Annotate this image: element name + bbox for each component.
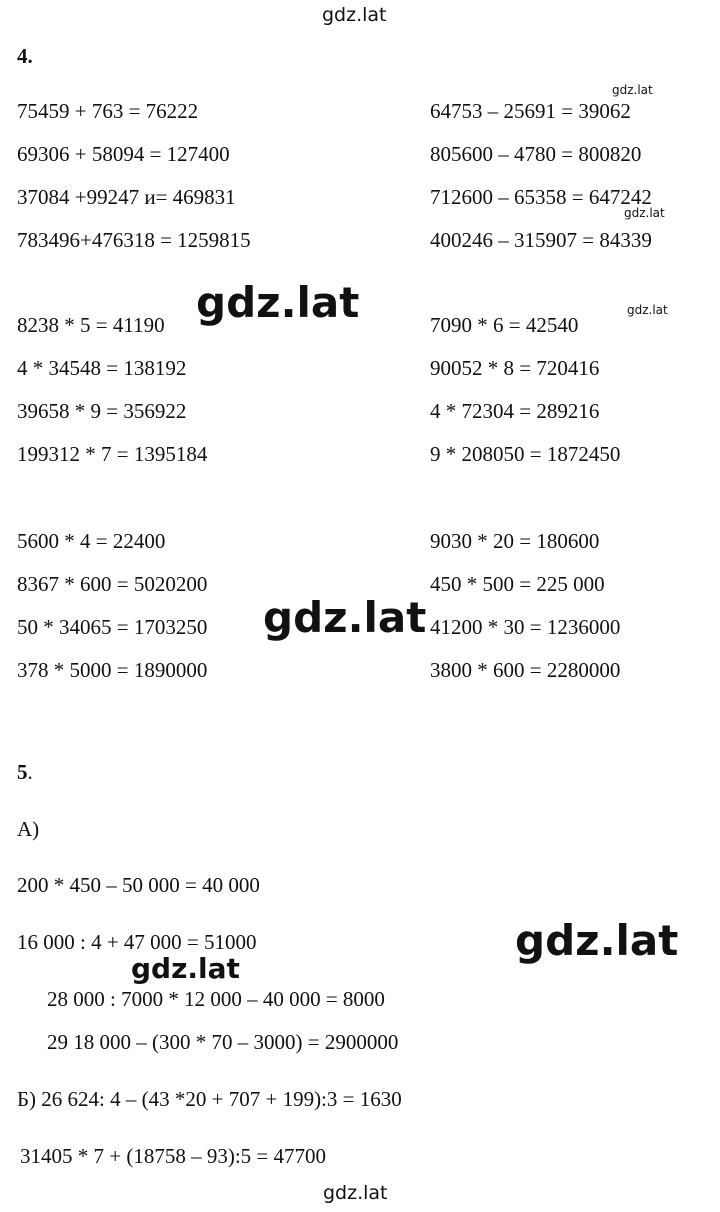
watermark-top: gdz.lat — [322, 4, 387, 26]
task-5-dot: . — [27, 760, 33, 784]
equation-line: 3800 * 600 = 2280000 — [430, 658, 621, 682]
equation-line: 400246 – 315907 = 84339 — [430, 228, 652, 252]
task-4-heading: 4. — [17, 44, 33, 68]
watermark-medium: gdz.lat — [131, 952, 240, 985]
watermark-small: gdz.lat — [624, 206, 665, 220]
equation-line: 9 * 208050 = 1872450 — [430, 442, 621, 466]
equation-line: 90052 * 8 = 720416 — [430, 356, 600, 380]
equation-line: Б) 26 624: 4 – (43 *20 + 707 + 199):3 = 1630 — [17, 1087, 402, 1111]
equation-line: 39658 * 9 = 356922 — [17, 399, 187, 423]
equation-line: 8367 * 600 = 5020200 — [17, 572, 208, 596]
equation-line: 29 18 000 – (300 * 70 – 3000) = 2900000 — [47, 1030, 399, 1054]
equation-line: 64753 – 25691 = 39062 — [430, 99, 631, 123]
equation-line: 783496+476318 = 1259815 — [17, 228, 251, 252]
equation-line: 69306 + 58094 = 127400 — [17, 142, 230, 166]
task-5-number: 5 — [17, 760, 28, 784]
equation-line: 4 * 34548 = 138192 — [17, 356, 187, 380]
equation-line: 28 000 : 7000 * 12 000 – 40 000 = 8000 — [47, 987, 385, 1011]
equation-line: 5600 * 4 = 22400 — [17, 529, 166, 553]
equation-line: 199312 * 7 = 1395184 — [17, 442, 208, 466]
watermark-small: gdz.lat — [627, 303, 668, 317]
equation-line: 7090 * 6 = 42540 — [430, 313, 579, 337]
equation-line: 50 * 34065 = 1703250 — [17, 615, 208, 639]
watermark-large: gdz.lat — [263, 593, 427, 642]
watermark-large: gdz.lat — [515, 916, 679, 965]
equation-line: 378 * 5000 = 1890000 — [17, 658, 208, 682]
equation-line: 805600 – 4780 = 800820 — [430, 142, 642, 166]
equation-line: 9030 * 20 = 180600 — [430, 529, 600, 553]
watermark-large: gdz.lat — [196, 278, 360, 327]
task-5-heading — [17, 762, 33, 783]
equation-line: 16 000 : 4 + 47 000 = 51000 — [17, 930, 257, 954]
watermark-small: gdz.lat — [612, 83, 653, 97]
equation-line: 41200 * 30 = 1236000 — [430, 615, 621, 639]
equation-line: 8238 * 5 = 41190 — [17, 313, 165, 337]
part-a-label: А) — [17, 817, 40, 841]
equation-line: 75459 + 763 = 76222 — [17, 99, 199, 123]
equation-line: 450 * 500 = 225 000 — [430, 572, 605, 596]
equation-line: 31405 * 7 + (18758 – 93):5 = 47700 — [20, 1144, 327, 1168]
watermark-bottom: gdz.lat — [323, 1182, 388, 1204]
equation-line: 200 * 450 – 50 000 = 40 000 — [17, 873, 260, 897]
equation-line: 37084 +99247 и= 469831 — [17, 185, 236, 209]
equation-line: 712600 – 65358 = 647242 — [430, 185, 652, 209]
equation-line: 4 * 72304 = 289216 — [430, 399, 600, 423]
